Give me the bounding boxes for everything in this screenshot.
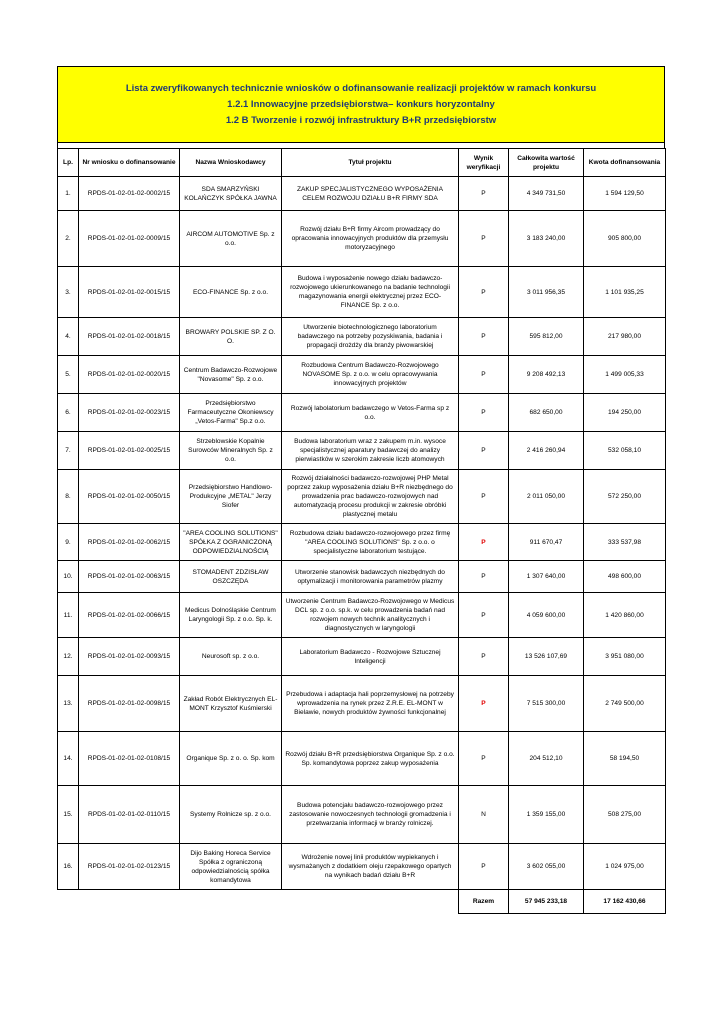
- cell-nr: RPDS-01-02-01-02-0050/15: [79, 470, 180, 524]
- cell-nr: RPDS-01-02-01-02-0110/15: [79, 786, 180, 844]
- table-row: [58, 561, 666, 593]
- cell-lp: 10.: [58, 561, 79, 593]
- header-kwota: Kwota dofinansowania: [584, 149, 666, 177]
- cell-wynik: P: [459, 356, 509, 394]
- cell-tytul: Budowa potencjału badawczo-rozwojowego przez zastosowanie nowoczesnych technologii gromadzenia i przetwarzania informacji w branży rolniczej.: [282, 786, 459, 844]
- cell-kwota: 572 250,00: [584, 470, 666, 524]
- cell-kwota: 1 499 005,33: [584, 356, 666, 394]
- cell-kwota: 58 194,50: [584, 732, 666, 786]
- cell-wynik: P: [459, 732, 509, 786]
- cell-kwota: 194 250,00: [584, 394, 666, 432]
- cell-wnioskodawca: Strzeblowskie Kopalnie Surowców Mineralnych Sp. z o.o.: [180, 432, 282, 470]
- cell-tytul: Utworzenie Centrum Badawczo-Rozwojowego w Medicus DCL sp. z o.o. sp.k. w celu prowadzenia badań nad rozwojem nowych technik analitycznych i diagnostycznych w laryngologii: [282, 593, 459, 638]
- cell-nr: RPDS-01-02-01-02-0108/15: [79, 732, 180, 786]
- cell-wnioskodawca: BROWARY POLSKIE SP. Z O. O.: [180, 318, 282, 356]
- cell-wartosc: 7 515 300,00: [509, 676, 584, 732]
- cell-wynik: N: [459, 786, 509, 844]
- cell-lp: 9.: [58, 524, 79, 561]
- cell-nr: RPDS-01-02-01-02-0015/15: [79, 267, 180, 318]
- cell-lp: 15.: [58, 786, 79, 844]
- total-spacer: [58, 890, 459, 914]
- cell-nr: RPDS-01-02-01-02-0009/15: [79, 211, 180, 267]
- cell-wnioskodawca: ECO-FINANCE Sp. z o.o.: [180, 267, 282, 318]
- header-wynik: Wynik weryfikacji: [459, 149, 509, 177]
- table-row: [58, 177, 666, 211]
- cell-lp: 14.: [58, 732, 79, 786]
- cell-wartosc: 2 011 050,00: [509, 470, 584, 524]
- cell-nr: RPDS-01-02-01-02-0023/15: [79, 394, 180, 432]
- cell-nr: RPDS-01-02-01-02-0062/15: [79, 524, 180, 561]
- cell-nr: RPDS-01-02-01-02-0025/15: [79, 432, 180, 470]
- table-row: [58, 267, 666, 318]
- cell-kwota: 905 800,00: [584, 211, 666, 267]
- cell-kwota: 532 058,10: [584, 432, 666, 470]
- cell-wnioskodawca: Medicus Dolnośląskie Centrum Laryngologii Sp. z o.o. Sp. k.: [180, 593, 282, 638]
- cell-wnioskodawca: Zakład Robót Elektrycznych EL-MONT Krzysztof Kuśmierski: [180, 676, 282, 732]
- cell-nr: RPDS-01-02-01-02-0020/15: [79, 356, 180, 394]
- cell-wartosc: 3 011 956,35: [509, 267, 584, 318]
- cell-kwota: 333 537,98: [584, 524, 666, 561]
- cell-wnioskodawca: Centrum Badawczo-Rozwojowe "Novasome" Sp. z o.o.: [180, 356, 282, 394]
- cell-wartosc: 3 602 055,00: [509, 844, 584, 890]
- cell-lp: 7.: [58, 432, 79, 470]
- cell-wartosc: 595 812,00: [509, 318, 584, 356]
- total-wartosc: 57 945 233,18: [509, 890, 584, 914]
- cell-wynik: P: [459, 844, 509, 890]
- cell-wynik: P: [459, 638, 509, 676]
- cell-lp: 2.: [58, 211, 79, 267]
- cell-wartosc: 3 183 240,00: [509, 211, 584, 267]
- total-kwota: 17 162 430,66: [584, 890, 666, 914]
- header-tytul: Tytuł projektu: [282, 149, 459, 177]
- cell-wynik: P: [459, 676, 509, 732]
- header-row: [58, 149, 666, 177]
- table-row: [58, 211, 666, 267]
- cell-tytul: Utworzenie stanowisk badawczych niezbędnych do optymalizacji i monitorowania parametrów plazmy: [282, 561, 459, 593]
- cell-tytul: Przebudowa i adaptacja hali poprzemysłowej na potrzeby wprowadzenia na rynek przez Z.R.E. EL-MONT w Bielawie, nowych produktów żywności funkcjonalnej: [282, 676, 459, 732]
- cell-wynik: P: [459, 318, 509, 356]
- cell-wynik: P: [459, 394, 509, 432]
- cell-wartosc: 4 349 731,50: [509, 177, 584, 211]
- cell-wartosc: 2 416 260,94: [509, 432, 584, 470]
- cell-nr: RPDS-01-02-01-02-0002/15: [79, 177, 180, 211]
- cell-wartosc: 682 650,00: [509, 394, 584, 432]
- cell-tytul: Budowa laboratorium wraz z zakupem m.in. wysoce specjalistycznej aparatury badawczej do analizy pierwiastków w szerokim zakresie liczb atomowych: [282, 432, 459, 470]
- cell-nr: RPDS-01-02-01-02-0066/15: [79, 593, 180, 638]
- header-wartosc: Całkowita wartość projektu: [509, 149, 584, 177]
- cell-wartosc: 9 208 492,13: [509, 356, 584, 394]
- total-label: Razem: [459, 890, 509, 914]
- cell-wartosc: 13 526 107,69: [509, 638, 584, 676]
- cell-wartosc: 1 307 640,00: [509, 561, 584, 593]
- table-row: [58, 318, 666, 356]
- title-banner: [57, 66, 665, 143]
- cell-nr: RPDS-01-02-01-02-0098/15: [79, 676, 180, 732]
- cell-tytul: Budowa i wyposażenie nowego działu badawczo-rozwojowego ukierunkowanego na badanie technologii magazynowania energii elektrycznej przez ECO-FINANCE Sp. z o.o.: [282, 267, 459, 318]
- cell-wnioskodawca: AIRCOM AUTOMOTIVE Sp. z o.o.: [180, 211, 282, 267]
- cell-lp: 4.: [58, 318, 79, 356]
- cell-wnioskodawca: Dijo Baking Horeca Service Spółka z ograniczoną odpowiedzialnością spółka komandytowa: [180, 844, 282, 890]
- cell-wartosc: 1 359 155,00: [509, 786, 584, 844]
- cell-wartosc: 204 512,10: [509, 732, 584, 786]
- total-row: [58, 890, 666, 914]
- document-sheet: [57, 66, 665, 914]
- cell-lp: 6.: [58, 394, 79, 432]
- cell-kwota: 508 275,00: [584, 786, 666, 844]
- cell-nr: RPDS-01-02-01-02-0018/15: [79, 318, 180, 356]
- cell-wynik: P: [459, 470, 509, 524]
- cell-tytul: Laboratorium Badawczo - Rozwojowe Sztucznej Inteligencji: [282, 638, 459, 676]
- cell-wnioskodawca: Neurosoft sp. z o.o.: [180, 638, 282, 676]
- table-row: [58, 844, 666, 890]
- cell-lp: 8.: [58, 470, 79, 524]
- cell-wnioskodawca: Przedsiębiorstwo Farmaceutyczne Okoniewscy „Vetos-Farma" Sp.z o.o.: [180, 394, 282, 432]
- cell-lp: 11.: [58, 593, 79, 638]
- cell-kwota: 1 024 975,00: [584, 844, 666, 890]
- cell-nr: RPDS-01-02-01-02-0063/15: [79, 561, 180, 593]
- cell-kwota: 2 749 500,00: [584, 676, 666, 732]
- cell-tytul: Rozwój działu B+R przedsiębiorstwa Organique Sp. z o.o. Sp. komandytowa poprzez zakup wyposażenia: [282, 732, 459, 786]
- cell-kwota: 1 594 129,50: [584, 177, 666, 211]
- title-line-1: Lista zweryfikowanych technicznie wniosków o dofinansowanie realizacji projektów w ramach konkursu: [125, 82, 597, 94]
- cell-wnioskodawca: "AREA COOLING SOLUTIONS" SPÓŁKA Z OGRANICZONĄ ODPOWIEDZIALNOŚCIĄ: [180, 524, 282, 561]
- cell-tytul: Rozwój labolatorium badawczego w Vetos-Farma sp z o.o.: [282, 394, 459, 432]
- cell-tytul: Rozwój działalności badawczo-rozwojowej PHP Metal poprzez zakup wyposażenia działu B+R niezbędnego do prowadzenia prac badawczo-rozwojowych nad automatyzacją procesu produkcji w zakresie obróbki plastycznej metalu: [282, 470, 459, 524]
- cell-wnioskodawca: STOMADENT ZDZISŁAW OSZCZĘDA: [180, 561, 282, 593]
- cell-wnioskodawca: Systemy Rolnicze sp. z o.o.: [180, 786, 282, 844]
- cell-wynik: P: [459, 211, 509, 267]
- cell-wnioskodawca: Organique Sp. z o. o. Sp. kom: [180, 732, 282, 786]
- cell-wartosc: 911 670,47: [509, 524, 584, 561]
- cell-kwota: 1 420 860,00: [584, 593, 666, 638]
- table-row: [58, 593, 666, 638]
- cell-wynik: P: [459, 561, 509, 593]
- cell-tytul: Wdrożenie nowej linii produktów wypiekanych i wysmażanych z dodatkiem oleju rzepakowego opartych na wynikach badań działu B+R: [282, 844, 459, 890]
- table-row: [58, 470, 666, 524]
- cell-wynik: P: [459, 432, 509, 470]
- cell-lp: 5.: [58, 356, 79, 394]
- cell-tytul: Rozbudowa Centrum Badawczo-Rozwojowego NOVASOME Sp. z o.o. w celu opracowywania innowacyjnych projektów: [282, 356, 459, 394]
- cell-nr: RPDS-01-02-01-02-0123/15: [79, 844, 180, 890]
- cell-wnioskodawca: Przedsiębiorstwo Handlowo-Produkcyjne „METAL" Jerzy Siofer: [180, 470, 282, 524]
- table-row: [58, 732, 666, 786]
- cell-nr: RPDS-01-02-01-02-0093/15: [79, 638, 180, 676]
- cell-tytul: Rozwój działu B+R firmy Aircom prowadzący do opracowania innowacyjnych produktów dla przemysłu motoryzacyjnego: [282, 211, 459, 267]
- cell-wynik: P: [459, 524, 509, 561]
- table-row: [58, 638, 666, 676]
- cell-wynik: P: [459, 177, 509, 211]
- cell-lp: 12.: [58, 638, 79, 676]
- header-nr: Nr wniosku o dofinansowanie: [79, 149, 180, 177]
- cell-wynik: P: [459, 593, 509, 638]
- table-row: [58, 394, 666, 432]
- cell-kwota: 3 951 080,00: [584, 638, 666, 676]
- cell-tytul: Rozbudowa działu badawczo-rozwojowego przez firmę "AREA COOLING SOLUTIONS" Sp. z o.o. o specjalistyczne laboratorium testujące.: [282, 524, 459, 561]
- title-line-2: 1.2.1 Innowacyjne przedsiębiorstwa– konkurs horyzontalny: [227, 98, 495, 110]
- cell-wartosc: 4 059 600,00: [509, 593, 584, 638]
- cell-tytul: ZAKUP SPECJALISTYCZNEGO WYPOSAŻENIA CELEM ROZWOJU DZIAŁU B+R FIRMY SDA: [282, 177, 459, 211]
- cell-tytul: Utworzenie biotechnologicznego laboratorium badawczego na potrzeby pozyskiwania, badania i propagacji drożdży dla branży piwowarskiej: [282, 318, 459, 356]
- table-row: [58, 356, 666, 394]
- table-row: [58, 786, 666, 844]
- cell-kwota: 498 600,00: [584, 561, 666, 593]
- table-row: [58, 432, 666, 470]
- cell-lp: 13.: [58, 676, 79, 732]
- cell-lp: 1.: [58, 177, 79, 211]
- cell-wynik: P: [459, 267, 509, 318]
- table-row: [58, 524, 666, 561]
- cell-lp: 3.: [58, 267, 79, 318]
- cell-kwota: 217 980,00: [584, 318, 666, 356]
- title-line-3: 1.2 B Tworzenie i rozwój infrastruktury B+R przedsiębiorstw: [225, 114, 497, 126]
- header-lp: Lp.: [58, 149, 79, 177]
- cell-lp: 16.: [58, 844, 79, 890]
- table-row: [58, 676, 666, 732]
- header-wnioskodawca: Nazwa Wnioskodawcy: [180, 149, 282, 177]
- cell-kwota: 1 101 935,25: [584, 267, 666, 318]
- cell-wnioskodawca: SDA SMARZYŃSKI KOLAŃCZYK SPÓŁKA JAWNA: [180, 177, 282, 211]
- applications-table: [57, 148, 666, 914]
